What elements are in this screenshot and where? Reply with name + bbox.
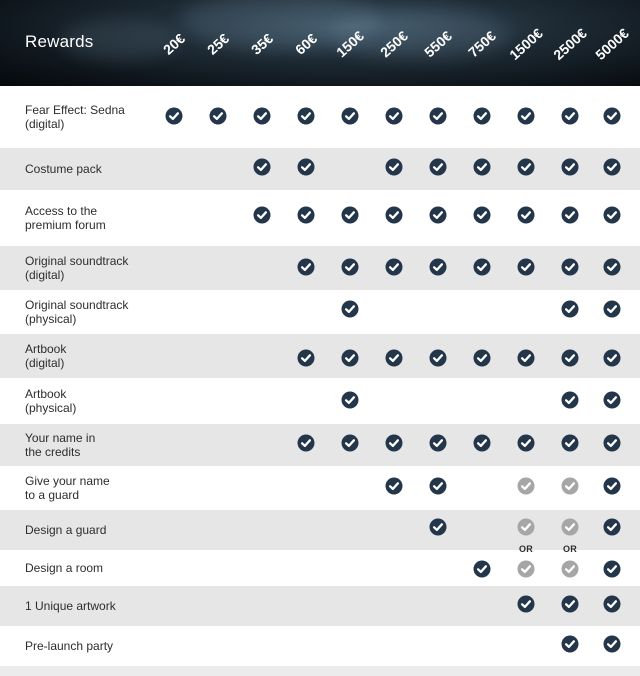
reward-row xyxy=(0,290,640,334)
checkmark-icon xyxy=(298,350,315,367)
checkmark-icon xyxy=(342,435,359,452)
reward-label: Original soundtrack (physical) xyxy=(25,298,129,326)
optional-checkmark-icon xyxy=(518,519,535,536)
checkmark-icon xyxy=(430,159,447,176)
tier-price-label: 2500€ xyxy=(550,25,590,63)
checkmark-icon xyxy=(298,159,315,176)
checkmark-icon xyxy=(604,350,621,367)
reward-label: Costume pack xyxy=(25,162,102,176)
tier-price-label: 20€ xyxy=(159,30,189,58)
checkmark-icon xyxy=(342,108,359,125)
checkmark-icon xyxy=(604,636,621,653)
checkmark-icon xyxy=(474,207,491,224)
checkmark-icon xyxy=(430,207,447,224)
checkmark-icon xyxy=(518,596,535,613)
checkmark-icon xyxy=(474,159,491,176)
checkmark-icon xyxy=(386,159,403,176)
checkmark-icon xyxy=(604,207,621,224)
checkmark-icon xyxy=(210,108,227,125)
reward-label: Access to the premium forum xyxy=(25,204,106,232)
checkmark-icon xyxy=(604,435,621,452)
rewards-title: Rewards xyxy=(25,32,94,51)
checkmark-icon xyxy=(604,561,621,578)
checkmark-icon xyxy=(298,259,315,276)
tier-price-label: 550€ xyxy=(421,27,455,61)
checkmark-icon xyxy=(342,259,359,276)
reward-label: Artbook (digital) xyxy=(25,342,67,370)
checkmark-icon xyxy=(604,159,621,176)
tier-price-label: 60€ xyxy=(291,30,321,58)
reward-row xyxy=(0,424,640,466)
tier-price-label: 5000€ xyxy=(592,25,632,63)
tier-price-label: 150€ xyxy=(333,27,367,61)
reward-label: Fear Effect: Sedna (digital) xyxy=(25,103,125,131)
reward-label: Original soundtrack (digital) xyxy=(25,254,129,282)
checkmark-icon xyxy=(298,207,315,224)
checkmark-icon xyxy=(518,259,535,276)
checkmark-icon xyxy=(518,108,535,125)
checkmark-icon xyxy=(562,435,579,452)
checkmark-icon xyxy=(518,350,535,367)
reward-row xyxy=(0,510,640,550)
checkmark-icon xyxy=(562,596,579,613)
checkmark-icon xyxy=(604,519,621,536)
checkmark-icon xyxy=(342,392,359,409)
optional-checkmark-icon xyxy=(518,561,535,578)
reward-row xyxy=(0,246,640,290)
tier-price-label: 250€ xyxy=(377,27,411,61)
reward-row xyxy=(0,334,640,378)
checkmark-icon xyxy=(430,259,447,276)
reward-label: Give your name to a guard xyxy=(25,474,110,502)
checkmark-icon xyxy=(430,478,447,495)
checkmark-icon xyxy=(562,108,579,125)
checkmark-icon xyxy=(562,636,579,653)
checkmark-icon xyxy=(474,350,491,367)
checkmark-icon xyxy=(604,108,621,125)
checkmark-icon xyxy=(474,108,491,125)
checkmark-icon xyxy=(254,159,271,176)
checkmark-icon xyxy=(298,435,315,452)
checkmark-icon xyxy=(430,350,447,367)
reward-row xyxy=(0,148,640,190)
tier-price-label: 25€ xyxy=(203,30,233,58)
checkmark-icon xyxy=(430,435,447,452)
reward-row xyxy=(0,86,640,148)
reward-label: Design a guard xyxy=(25,523,107,537)
reward-row xyxy=(0,586,640,626)
optional-checkmark-icon xyxy=(518,478,535,495)
tier-price-label: 750€ xyxy=(465,27,499,61)
checkmark-icon xyxy=(604,478,621,495)
checkmark-icon xyxy=(342,301,359,318)
checkmark-icon xyxy=(518,159,535,176)
checkmark-icon xyxy=(386,108,403,125)
checkmark-icon xyxy=(604,259,621,276)
checkmark-icon xyxy=(518,207,535,224)
checkmark-icon xyxy=(562,301,579,318)
checkmark-icon xyxy=(386,207,403,224)
checkmark-icon xyxy=(386,350,403,367)
optional-checkmark-icon xyxy=(562,478,579,495)
checkmark-icon xyxy=(518,435,535,452)
or-label: OR xyxy=(518,544,534,554)
or-label: OR xyxy=(562,544,578,554)
checkmark-icon xyxy=(386,478,403,495)
checkmark-icon xyxy=(430,108,447,125)
checkmark-icon xyxy=(562,350,579,367)
tier-price-label: 35€ xyxy=(247,30,277,58)
optional-checkmark-icon xyxy=(562,519,579,536)
checkmark-icon xyxy=(474,561,491,578)
checkmark-icon xyxy=(254,108,271,125)
reward-label: Pre-launch party xyxy=(25,639,114,653)
checkmark-icon xyxy=(430,519,447,536)
reward-row xyxy=(0,626,640,666)
reward-row xyxy=(0,190,640,246)
checkmark-icon xyxy=(342,350,359,367)
rewards-header xyxy=(0,0,640,86)
checkmark-icon xyxy=(474,259,491,276)
reward-row xyxy=(0,378,640,424)
checkmark-icon xyxy=(604,392,621,409)
reward-label: 1 Unique artwork xyxy=(25,599,116,613)
checkmark-icon xyxy=(254,207,271,224)
checkmark-icon xyxy=(298,108,315,125)
reward-row xyxy=(0,466,640,510)
reward-label: Design a room xyxy=(25,561,104,575)
reward-row xyxy=(0,550,640,586)
checkmark-icon xyxy=(386,435,403,452)
checkmark-icon xyxy=(562,259,579,276)
checkmark-icon xyxy=(562,207,579,224)
tier-price-label: 1500€ xyxy=(506,25,546,63)
reward-label: Your name in the credits xyxy=(25,431,96,459)
checkmark-icon xyxy=(604,301,621,318)
checkmark-icon xyxy=(562,392,579,409)
checkmark-icon xyxy=(386,259,403,276)
optional-checkmark-icon xyxy=(562,561,579,578)
checkmark-icon xyxy=(474,435,491,452)
checkmark-icon xyxy=(562,159,579,176)
checkmark-icon xyxy=(166,108,183,125)
checkmark-icon xyxy=(604,596,621,613)
checkmark-icon xyxy=(342,207,359,224)
reward-label: Artbook (physical) xyxy=(25,387,77,415)
